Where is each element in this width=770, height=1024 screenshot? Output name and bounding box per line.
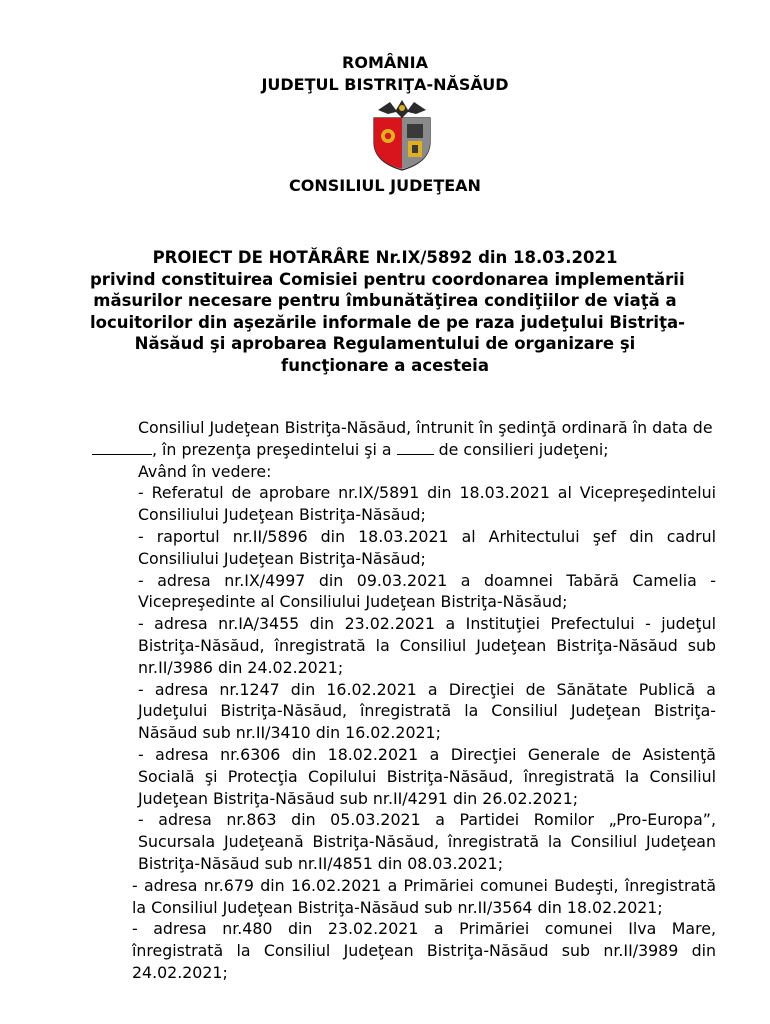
list-item: - adresa nr.IA/3455 din 23.02.2021 a Instituţiei Prefectului - judeţul Bistriţa-Năsăud, înregistrată la Consiliul Judeţean Bistriţa-Năsăud sub nr.II/3986 din 24.02.2021; bbox=[138, 614, 716, 677]
intro-paragraph bbox=[92, 417, 716, 461]
list-item: - Referatul de aprobare nr.IX/5891 din 18.03.2021 al Vicepreşedintelui Consiliului Judeţean Bistriţa-Năsăud; bbox=[138, 483, 716, 525]
council-heading: CONSILIUL JUDEŢEAN bbox=[289, 176, 481, 195]
document-title bbox=[90, 247, 685, 376]
intro-text: de consilieri judeţeni; bbox=[438, 439, 609, 459]
having-regard-label: Având în vedere: bbox=[138, 461, 272, 481]
title-line: funcţionare a acesteia bbox=[281, 355, 489, 375]
list-item: - adresa nr.480 din 23.02.2021 a Primăriei comunei Ilva Mare, înregistrată la Consiliul Judeţean Bistriţa-Năsăud sub nr.II/3989 din 24.02.2021; bbox=[132, 919, 716, 982]
title-line: privind constituirea Comisiei pentru coordonarea implementării bbox=[90, 269, 685, 289]
title-line: măsurilor necesare pentru îmbunătăţirea condiţiilor de viaţă a bbox=[93, 291, 677, 310]
list-item: - adresa nr.6306 din 18.02.2021 a Direcţiei Generale de Asistenţă Socială şi Protecţia Copilului Bistriţa-Năsăud, înregistrată la Consiliul Judeţean Bistriţa-Năsăud sub nr.II/4291 din 26.02.2021; bbox=[138, 744, 716, 808]
county-coat-of-arms-icon bbox=[364, 96, 440, 172]
count-blank bbox=[397, 440, 434, 455]
title-line: locuitorilor din aşezările informale de pe raza judeţului Bistriţa- bbox=[90, 312, 685, 332]
list-item: - adresa nr.IX/4997 din 09.03.2021 a doamnei Tabără Camelia - Vicepreşedinte al Consiliului Judeţean Bistriţa-Năsăud; bbox=[138, 570, 716, 612]
list-item: - adresa nr.1247 din 16.02.2021 a Direcţiei de Sănătate Publică a Judeţului Bistriţa-Năsăud, înregistrată la Consiliul Judeţean Bistriţa-Năsăud sub nr.II/3410 din 16.02.2021; bbox=[138, 679, 716, 743]
intro-text: , în prezenţa preşedintelui şi a bbox=[152, 439, 392, 459]
title-line: PROIECT DE HOTĂRÂRE Nr.IX/5892 din 18.03.2021 bbox=[152, 248, 618, 267]
document-body bbox=[92, 417, 716, 984]
intro-text: Consiliul Judeţean Bistriţa-Năsăud, întrunit în şedinţă ordinară în data de bbox=[138, 418, 713, 437]
date-blank bbox=[92, 440, 152, 455]
county-heading: JUDEŢUL BISTRIŢA-NĂSĂUD bbox=[261, 75, 509, 94]
title-line: Năsăud şi aprobarea Regulamentului de organizare şi bbox=[134, 334, 636, 353]
list-item: - adresa nr.863 din 05.03.2021 a Partidei Romilor „Pro-Europa”, Sucursala Judeţeană Bistriţa-Năsăud, înregistrată la Consiliul Judeţean Bistriţa-Năsăud sub nr.II/4851 din 08.03.2021; bbox=[138, 810, 716, 873]
list-item: - adresa nr.679 din 16.02.2021 a Primăriei comunei Budeşti, înregistrată la Consiliul Judeţean Bistriţa-Năsăud sub nr.II/3564 din 18.02.2021; bbox=[132, 875, 716, 917]
list-item: - raportul nr.II/5896 din 18.03.2021 al Arhitectului şef din cadrul Consiliului Judeţean Bistriţa-Năsăud; bbox=[138, 526, 716, 568]
country-heading: ROMÂNIA bbox=[342, 53, 428, 72]
